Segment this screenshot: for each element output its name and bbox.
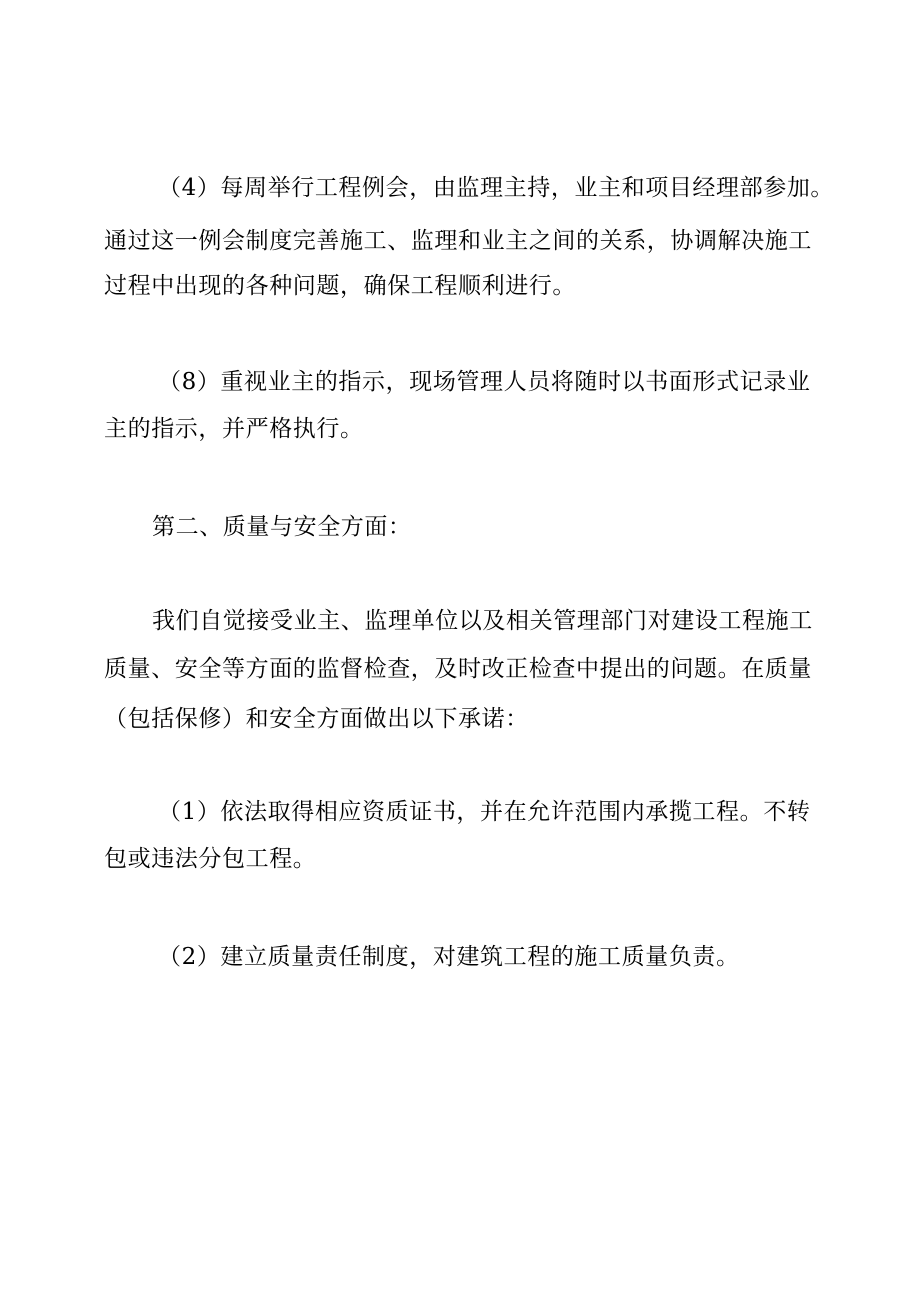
paragraph-4-line-1: 我们自觉接受业主、监理单位以及相关管理部门对建设工程施工 <box>152 608 813 634</box>
paragraph-2-line-2: 主的指示，并严格执行。 <box>104 416 364 442</box>
paragraph-1-line-1: （4）每周举行工程例会，由监理主持，业主和项目经理部参加。 <box>158 175 835 201</box>
paragraph-6-line-1: （2）建立质量责任制度，对建筑工程的施工质量负责。 <box>158 944 740 970</box>
paragraph-5-line-1: （1）依法取得相应资质证书，并在允许范围内承揽工程。不转 <box>158 799 811 825</box>
paragraph-4-line-3: （包括保修）和安全方面做出以下承诺： <box>104 706 529 732</box>
paragraph-1-line-2: 通过这一例会制度完善施工、监理和业主之间的关系，协调解决施工 <box>104 228 812 254</box>
paragraph-4-line-2: 质量、安全等方面的监督检查，及时改正检查中提出的问题。在质量 <box>104 656 812 682</box>
paragraph-1-line-3: 过程中出现的各种问题，确保工程顺利进行。 <box>104 273 576 299</box>
paragraph-2-line-1: （8）重视业主的指示，现场管理人员将随时以书面形式记录业 <box>158 369 811 395</box>
section-heading: 第二、质量与安全方面： <box>152 514 412 540</box>
paragraph-5-line-2: 包或违法分包工程。 <box>104 846 317 872</box>
